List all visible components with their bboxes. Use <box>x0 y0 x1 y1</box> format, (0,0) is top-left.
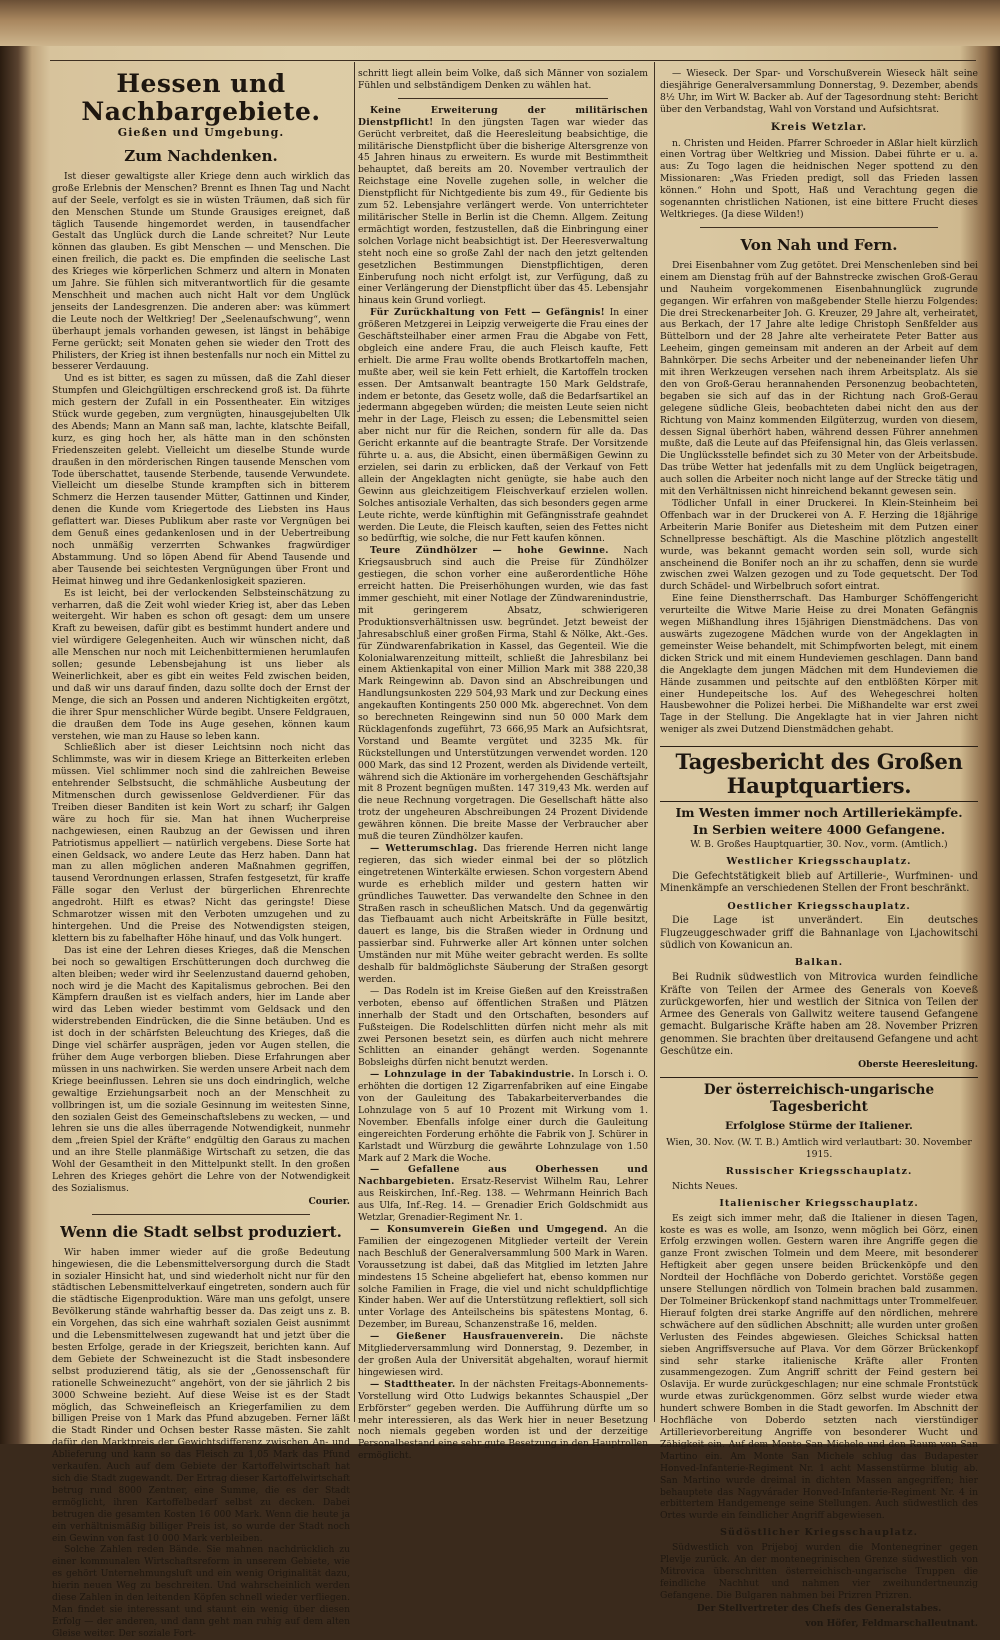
article-paragraph: Es ist leicht, bei der verlockenden Selbsteinschätzung zu verharren, daß die Zeit wohl wieder Krieg ist, aber das Leben weitergeht. Wir haben es schon oft gesagt: dem um unsere Kraft zu beweisen, dafür gibt es bestimmt hundert andere und viel würdigere Gelegenheiten. Auch wir wünschen nicht, daß alle Menschen nur noch mit Leichenbittermienen herumlaufen sollen; gesunde Lebensbejahung ist uns lieber als Weinerlichkeit, aber es gibt ein weites Feld zwischen beiden, und daß wir uns darauf finden, dazu sollte doch der Ernst der Menge, die sich an Possen und anderen Nichtigkeiten ergötzt, die ihrer Spur menschlicher Würde begibt. Unsere Feldgrauen, die draußen dem Tode ins Auge gesehen, können kaum verstehen, wie man zu Hause so leben kann. <box>52 587 350 742</box>
news-item-lead: Keine Erweiterung der militärischen Dienstpflicht! <box>358 104 648 128</box>
news-item <box>358 1379 648 1462</box>
column-rule <box>354 62 355 1422</box>
austrian-report-banner: Der österreichisch-ungarische Tagesbericht <box>660 1077 978 1116</box>
column-rule <box>654 62 655 1422</box>
news-item-lead: — Konsumverein Gießen und Umgegend. <box>370 1224 608 1235</box>
news-item <box>358 1224 648 1331</box>
austrian-report-subhead: Erfolglose Stürme der Italiener. <box>725 1120 913 1133</box>
article-paragraph: Schließlich aber ist dieser Leichtsinn noch nicht das Schlimmste, was wir in diesem Kriege an Bitterkeiten erleben müssen. Viel schlimmer noch sind die zahlreichen Beweise entehrender Selbstsucht, die schmähliche Ausbeutung der Mitmenschen durch gewissenlose Geldverdiener. Für das Treiben dieser Banditen ist kein Wort zu scharf; ihr Galgen wäre zu hoch für sie. Man hat ihnen Wucherpreise nachgewiesen, einen Raubzug an der Gewissen und ihren Patriotismus appelliert — natürlich vergebens. Diese Sorte hat einen Geldsack, wo andere Leute das Herz haben. Dann hat man zu allen möglichen anderen Maßnahmen gegriffen, tausend Verordnungen erlassen, Strafen festgesetzt, für kraffe Fälle sogar den Verlust der bürgerlichen Ehrenrechte angedroht. Hilft es etwas? Nicht das geringste! Diese Schmarotzer wissen mit den Verboten umzugehen und zu hintergehen. Und die Preise des Notwendigsten steigen, klettern bis zu fabelhafter Höhe hinauf, und das Volk hungert. <box>52 742 350 944</box>
divider <box>92 1214 310 1215</box>
news-item-body: Ersatz-Reservist Wilhelm Rau, Lehrer aus Reiskirchen, Inf.-Reg. 138. — Wehrmann Heinrich Bach aus Ulfa, Inf.-Reg. 14. — Grenadier Erich Goldschmidt aus Wetzlar, Grenadier-Regiment Nr. 1. <box>358 1176 648 1224</box>
news-item-body: Nach Kriegsausbruch sind auch die Preise für Zündhölzer gestiegen, die schon vorher eine außerordentliche Höhe erreicht hatten. Die Preiserhöhungen wurden, wie das fast immer geschieht, mit einer Notlage der Zündwarenindustrie, mit geringerem Absatz, schwierigeren Produktionsverhältnissen usw. begründet. Jetzt beweist der Jahresabschluß einer großen Firma, Stahl & Nölke, Akt.-Ges. für Zündwarenfabrikation in Kassel, das Gegenteil. Wie die Kolonialwarenzeitung mitteilt, schließt die Jahresbilanz bei einem Aktienkapital von einer Million Mark mit 388 220,38 Mark Reingewinn ab. Davon sind an Abschreibungen und Handlungsunkosten 229 504,93 Mark und zur Deckung eines angekauften Kontingents 250 000 Mk. abgerechnet. Von dem so berechneten Reingewinn sind nun 50 000 Mark dem Rücklagenfonds zugeführt, 73 666,95 Mark an Aufsichtsrat, Vorstand und Beamte vergütet und 3235 Mk. für Rückstellungen und Unterstützungen verwendet worden. 120 000 Mark, das sind 12 Prozent, werden als Dividende verteilt, während sich die Aktionäre im vorhergehenden Geschäftsjahr mit 8 Prozent begnügen mußten. 147 319,43 Mk. werden auf die neue Rechnung vorgetragen. Die Gesellschaft hätte also trotz der ungeheuren Abschreibungen 24 Prozent Dividende gewähren können. Die breite Masse der Verbraucher aber muß die teuren Zündhölzer kaufen. <box>358 545 649 843</box>
theater-report: Die Gefechtstätigkeit blieb auf Artillerie-, Wurfminen- und Minenkämpfe an verschiedenen Stellen der Front beschränkt. <box>660 870 978 895</box>
theater-heading: Oestlicher Kriegsschauplatz. <box>727 900 911 912</box>
theater-heading: Balkan. <box>794 957 844 969</box>
news-item-body: An die Familien der eingezogenen Mitglieder verteilt der Verein nach Beschluß der Generalversammlung 500 Mark in Waren. Voraussetzung ist dabei, daß das Mitglied im letzten Jahre mindestens 15 Scheine abgeliefert hat, ebenso kommen nur solche Familien in Frage, die viel und nicht schuldpflichtige Kinder haben. Wer auf die Unterstützung reflektiert, soll sich unter Vorlage des Anteilscheins bis spätestens Montag, 6. Dezember, im Bureau, Schanzenstraße 16, melden. <box>358 1224 649 1331</box>
theater-report: Südwestlich von Prijeboj wurden die Montenegriner gegen Plevlje zurück. An der montenegrinischen Grenze südwestlich von Mitrovica überschritten österreichisch-ungarische Truppen die feindliche Nachhut und nahmen vier zweihundertneunzig Gefangene. Die Bulgaren nahmen bei Prizren Prizren. <box>660 1542 978 1601</box>
divider <box>398 98 608 99</box>
news-item: Eine feine Dienstherrschaft. Das Hamburger Schöffengericht verurteilte die Witwe Marie Heise zu drei Monaten Gefängnis wegen Mißhandlung ihres 15jährigen Dienstmädchens. Das von auswärts zugezogene Mädchen wurde von der Angeklagten in gemeinster Weise behandelt, mit Schimpfworten belegt, mit einem dicken Strick und mit einem Hundeviemen geschlagen. Dann band die Angeklagte dem jungen Mädchen mit dem Hundeviemen die Hände zusammen und peitschte auf den entblößten Körper mit einer Hundepeitsche los. Auf des Wehegeschrei holten Hausbewohner die Polizei herbei. Die Mißhandelte war erst zwei Tage in der Stellung. Die Angeklagte hat in vier Jahren nicht weniger als zwei Dutzend Dienstmädchen gehabt. <box>660 593 978 736</box>
article-paragraph: Ist dieser gewaltigste aller Kriege denn auch wirklich das große Erlebnis der Menschen? Brennt es Ihnen Tag und Nacht auf der Seele, verfolgt es sie in wüsten Träumen, daß sich für den Menschen Stunde um Stunde Grausiges ereignet, daß täglich Tausende hingemordet werden, in tausendfacher Gestalt das Unglück durch die Lande schreitet? Nur Leute können das glauben. Es gibt Menschen — und Menschen. Die einen freilich, die packt es. Die empfinden die seelische Last des Krieges wie körperlichen Schmerz und altern in Monaten um Jahre. Sie fühlen sich mitverantwortlich für die gesamte Menschheit und machen auch nicht Halt vor dem Unglück jenseits der Landesgrenzen. Die anderen aber: was kümmert die Leute noch der Weltkrieg! Der „Seelenaufschwung“, wenn überhaupt jemals vorhanden gewesen, ist längst in behäbige Ferne gerückt; seit Monaten gehen sie wieder den Trott des Philisters, der Krieg ist ihnen bestenfalls nur noch ein Mittel zu besserer Verdauung. <box>52 170 350 373</box>
column-3 <box>660 68 978 1629</box>
news-item-body: In einer größeren Metzgerei in Leipzig verweigerte die Frau eines der Geschäftsteilhaber einer armen Frau die Abgabe von Fett, obgleich eine andere Frau, die auch Fleisch kaufte, Fett erhielt. Die arme Frau wollte obends Brotkartoffeln machen, mußte aber, weil sie kein Fett erhielt, die Kartoffeln trocken essen. Der Amtsanwalt beantragte 150 Mark Geldstrafe, indem er betonte, das Gesetz wolle, daß die Bedarfsartikel an jedermann abgegeben würden; die meisten Leute seien nicht mehr in der Lage, Fleisch zu essen; die Lebensmittel seien aber nicht nur für die Reichen, sondern für alle da. Das Gericht erkannte auf die beantragte Strafe. Der Vorsitzende führte u. a. aus, die Absicht, einen übermäßigen Gewinn zu erzielen, sei darin zu erblicken, daß der Verkauf von Fett allein der Angeklagten nicht genügte, sie habe auch den Gewinn aus gleichzeitigem Fleischverkauf erzielen wollen. Solches antisoziale Verhalten, das sich besonders gegen arme Leute richte, werde künftighin mit Gefängnisstrafe geahndet werden. Die Leute, die Fleisch kauften, seien des Fettes nicht so bedürftig, wie solche, die nur Fett kaufen können. <box>358 307 648 545</box>
news-item <box>358 307 648 545</box>
section-headline: Hessen und Nachbargebiete. <box>81 69 321 126</box>
theater-heading: Russischer Kriegsschauplatz. <box>725 1165 913 1177</box>
header-rule <box>50 60 976 61</box>
news-item-lead: — Stadttheater. <box>370 1378 456 1390</box>
article-title: Wenn die Stadt selbst produziert. <box>60 1222 342 1241</box>
news-item: — Das Rodeln ist im Kreise Gießen auf den Kreisstraßen verboten, ebenso auf öffentlichen Straßen und Plätzen innerhalb der Stadt und den Ortschaften, besonders auf Fußsteigen. Die Rodelschlitten dürfen nicht mehr als mit zwei Personen besetzt sein, es dürfen auch nicht mehrere Schlitten an einander gehängt werden. Sogenannte Bobsleighs dürfen nicht benutzt werden. <box>358 985 648 1069</box>
news-item-body: Das frierende Herren nicht lange regieren, das sich wieder einmal bei der so plötzlich eingetretenen Winterkälte erwiesen. Schon vorgestern Abend wurde es erheblich milder und gestern hatten wir gründliches Tauwetter. Das verwandelte den Schnee in den Straßen rasch in scheußlichen Matsch. Und da gegenwärtig das Tiefbauamt auch nicht Arbeitskräfte in Fülle besitzt, dauert es lange, bis die Straßen wieder in Ordnung und passierbar sind. Fuhrwerke aller Art können unter solchen Umständen nur mit Mühe weiter gebracht werden. Es sollte deshalb für baldmöglichste Säuberung der Straßen gesorgt werden. <box>358 843 648 985</box>
theater-report: Es zeigt sich immer mehr, daß die Italiener in diesen Tagen, koste es was es wolle, am Isonzo, wenn möglich bei Görz, einen Erfolg erzwingen wollen. Gestern waren ihre Angriffe gegen die ganze Front zwischen Tolmein und dem Meere, mit besonderer Heftigkeit aber gegen unsere beiden Brückenköpfe und den Nordteil der Hochfläche von Doberdo gerichtet. Vorstöße gegen unsere Stellungen nördlich von Tolmein brachen bald zusammen. Der Tolmeiner Brückenkopf stand nachmittags unter Trommelfeuer. Hierauf folgten drei starke Angriffe auf den nördlichen, mehrere schwächere auf den südlichen Abschnitt; alle wurden unter großen Verlusten des Feindes abgewiesen. Gleiches Schicksal hatten sieben Angriffsversuche auf Plava. Vor dem Görzer Brückenkopf sind sehr starke italienische Kräfte aller Fronten zusammengezogen. Zum Angriff schritt der Feind gestern bei Oslavija. Er wurde zurückgeschlagen; nur eine schmale Frontstück wurde etwas zurückgenommen. Görz selbst wurde wieder etwa hundert schwere Bomben in die Stadt geworfen. Im Abschnitt der Hochfläche von Doberdo setzten nach vierstündiger Artillerievorbereitung Angriffe von besonderer Wucht und Zähigkeit ein. Auf dem Monte San Michele und den Raum von San Martino ein. Am Monte San Michele schlug das Budapester Honved-Infanterie-Regiment Nr. 1 acht Massenstürme blutig ab. San Martino wurde dreimal in dichten Massen angegriffen; hier behauptete das Nagyvárader Honved-Infanterie-Regiment Nr. 4 in erbittertem Handgemenge seine Stellungen. Auch südwestlich des Ortes wurde ein feindlicher Angriff abgewiesen. <box>660 1212 978 1522</box>
article-paragraph: Wir haben immer wieder auf die große Bedeutung hingewiesen, die die Lebensmittelversorgung durch die Stadt in sozialer Hinsicht hat, und sind wiederholt nicht nur für den städtischen Lebensmittelverkauf eingetreten, sondern auch für die städtische Eigenproduktion. Wäre man uns gefolgt, unsere Bevölkerung stände wahrhaftig besser da. Das zeigt uns z. B. ein Vorgehen, das sich eine wahrhaft sozialen Geist ausnimmt und die Lebensmittelwesen zugewandt hat und jetzt über die besten Erfolge, gerade in der Kriegszeit, berichten kann. Auf dem Gebiete der Schweinezucht ist die Stadt insbesondere selbst produzierend tätig, als sie der „Genossenschaft für rationelle Schweinezucht“ angehört, von der sie jährlich 2 bis 3000 Schweine bezieht. Auf diese Weise ist es der Stadt möglich, das Schweinefleisch an Kriegerfamilien zu dem billigen Preise von 1 Mark das Pfund abzugeben. Ferner läßt die Stadt Rinder und Ochsen bester Rasse mästen. Sie zahlt dafür den Marktpreis der Gewichtsdifferenz zwischen An- und Ablieferung und kann so das Fleisch zu 1,05 Mark das Pfund verkaufen. Auch auf dem Gebiete der Kartoffelwirtschaft hat sich die Stadt zugewandt. Der Ertrag dieser Kartoffelwirtschaft betrug rund 8000 Zentner, eine Summe, die es der Stadt ermöglicht, ihren Kartoffelbedarf selbst zu decken. Dabei betrugen die gesamten Kosten 16 000 Mark. Wenn die heute ja ein verhältnismäßig billiger Preis ist, so wurde der Stadt noch ein Gewinn von fast 10 000 Mark verbleiben. <box>52 1246 350 1544</box>
column-1 <box>52 68 350 1639</box>
article-paragraph: Und es ist bitter, es sagen zu müssen, daß die Zahl dieser Stumpfen und Gleichgültigen erschreckend groß ist. Da führte mich gestern der Zufall in ein Possentheater. Ein witziges Stück wurde gegeben, zum vergnügten, hinausgejubelten Ulk des Abends; Mann an Mann saß man, lachte, klatschte Beifall, kurz, es ging hoch her, als hätte man in den schönsten Friedenszeiten gelebt. Vielleicht um dieselbe Stunde wurde draußen in den mörderischen Ringen tausende Menschen vom Tode überschattet, tausende Sterbende, tausende Verwundete. Vielleicht um dieselbe Stunde krampften sich in bitterem Schmerz die Herzen tausender Mütter, Gattinnen und Kinder, denen die Kunde vom Kriegertode des Liebsten ins Haus geflattert war. Dieses Publikum aber raste vor Vergnügen bei dem Genuß eines gedankenlosen und in der Uebertreibung noch unmäßig verzerrten Schwankes fragwürdiger Abstammung. Und so löpen Abend für Abend Tausende und aber Tausende bei seichtesten Vergnügungen über Front und Heimat hinweg und ihre Gedankenlosigkeit spazieren. <box>52 373 350 587</box>
news-item <box>358 843 648 986</box>
news-item-body: In den jüngsten Tagen war wieder das Gerücht verbreitet, daß die Heeresleitung beabsichtige, die militärische Dienstpflicht über die bisherige Altersgrenze von 45 Jahren hinaus zu erweitern. Es wurde mit Bestimmtheit behauptet, daß bereits am 20. November vertraulich der Reichstage eine Novelle zugehen solle, in welcher die Dienstpflicht für Nichtgediente bis zum 49., für Gediente bis zum 52. Lebensjahre verlängert werde. Von unterrichteter militärischer Stelle in Berlin ist die Chemn. Allgem. Zeitung ermächtigt worden, festzustellen, daß die Einbringung einer solchen Vorlage nicht beabsichtigt ist. Der Heeresverwaltung steht noch eine so große Zahl der nach den jetzt geltenden gesetzlichen Bestimmungen Dienstpflichtigen, deren Einberufung noch nicht erfolgt ist, zur Verfügung, daß zu einer Verlängerung der Dienstpflicht über das 45. Lebensjahr hinaus kein Grund vorliegt. <box>358 116 649 307</box>
news-item-lead: — Gefallene aus Oberhessen und Nachbargebieten. <box>358 1164 648 1188</box>
news-item-body: Die nächste Mitgliederversammlung wird Donnerstag, 9. Dezember, in der großen Aula der Universität abgehalten, worauf hiermit hingewiesen wird. <box>358 1331 648 1378</box>
war-report-subhead: In Serbien weitere 4000 Gefangene. <box>692 822 946 838</box>
report-signature: von Höfer, Feldmarschalleutnant. <box>805 1617 978 1629</box>
news-item: — Wieseck. Der Spar- und Vorschußverein Wieseck hält seine diesjährige Generalversammlung Donnerstag, 9. Dezember, abends 8½ Uhr, im Wirt W. Backer ab. Auf der Tagesordnung steht: Bericht über den Verbandstag, Wahl von Vorstand und Aufsichtsrat. <box>660 68 978 115</box>
article-paragraph: Solche Zahlen reden Bände. Sie mahnen nachdrücklich zu einer kommunalen Wirtschaftsreform in unserem Gebiete, wie es gehört Unternehmungsluft und ein wenig Originalität dazu, hierin neuen Weg zu beschreiten. Und wahrscheinlich werden diese Zahlen in den leitenden Köpfen schnell wieder verfliegen. Man findet sie interessant und staunt ein wenig über diesen Erfolg — der anderen, und dann geht man ruhig auf dem alten Gleise weiter. Der soziale Fort- <box>52 1544 350 1639</box>
section-title: Von Nah und Fern. <box>740 235 898 254</box>
austrian-report-dateline: Wien, 30. Nov. (W. T. B.) Amtlich wird verlautbart: 30. November 1915. <box>666 1137 972 1161</box>
news-item: n. Christen und Heiden. Pfarrer Schroeder in Aßlar hielt kürzlich einen Vortrag über Weltkrieg und Mission. Dabei führte er u. a. aus: Zu Togo lagen die heidnischen Neger spottend zu den Missionaren: „Was Frieden predigt, soll das Frieden lassen können.“ Hohn und Spott, Haß und Verachtung gegen die sogenannten christlichen Nationen, ist eine bittere Frucht dieses Weltkrieges. (Ja diese Wilden!) <box>660 137 978 220</box>
news-item: Tödlicher Unfall in einer Druckerei. In Klein-Steinheim bei Offenbach war in der Druckerei von A. F. Herzing die 18jährige Arbeiterin Marie Bonifer aus Dietesheim mit dem Putzen einer Schnellpresse beschäftigt. Als die Maschine plötzlich angestellt wurde, was bekannt gemacht worden sein soll, wurde sich anscheinend die Bonifer noch an ihr zu schaffen, denn sie wurde zwischen zwei Walzen gezogen und zu Tode gequetscht. Der Tod durch Schädel- und Wirbelbruch sofort eintrat. <box>660 498 978 593</box>
article-signature: Courier. <box>308 1195 350 1207</box>
report-signature: Oberste Heeresleitung. <box>858 1059 978 1071</box>
war-report-subhead: Im Westen immer noch Artilleriekämpfe. <box>675 805 963 821</box>
war-report-dateline: W. B. Großes Hauptquartier, 30. Nov., vorm. (Amtlich.) <box>690 839 948 851</box>
news-item-lead: — Lohnzulage in der Tabakindustrie. <box>370 1069 575 1081</box>
news-item-lead: — Gießener Hausfrauenverein. <box>370 1331 564 1343</box>
news-item <box>358 1164 648 1224</box>
news-item <box>358 1069 648 1164</box>
news-item <box>358 545 648 843</box>
article-title: Zum Nachdenken. <box>124 146 278 165</box>
theater-heading: Südöstlicher Kriegsschauplatz. <box>720 1527 918 1539</box>
theater-report: Nichts Neues. <box>672 1180 738 1192</box>
article-continuation: schritt liegt allein beim Volke, daß sich Männer von sozialem Fühlen und selbständigem Denken zu wählen hat. <box>358 68 648 91</box>
theater-report: Bei Rudnik südwestlich von Mitrovica wurden feindliche Kräfte von Teilen der Armee des Generals von Koeveß zurückgeworfen, hier und westlich der Sitnica von Teilen der Armee des Generals von Gallwitz weitere tausend Gefangene gemacht. Bulgarische Kräfte haben am 28. November Prizren genommen. Sie brachten über dreitausend Gefangene und acht Geschütze ein. <box>660 972 978 1058</box>
news-item: Drei Eisenbahner vom Zug getötet. Drei Menschenleben sind bei einem am Dienstag früh auf der Bahnstrecke zwischen Groß-Gerau und Nauheim vorgekommenen Eisenbahnunglück zugrunde gegangen. Wir erfahren von maßgebender Stelle hierzu Folgendes: Die drei Streckenarbeiter Joh. G. Kreuzer, 29 Jahre alt, verheiratet, aus Berkach, der 17 Jahre alte ledige Christoph Senßfelder aus Büttelborn und der 28 Jahre alte verheiratete Peter Batter aus Leeheim, gingen gemeinsam mit anderen an der Arbeit auf dem Bahnkörper. Die sechs Arbeiter und der nebeneinander liefen Uhr mit ihren Werkzeugen versehen nach ihrem Arbeitsplatz. Als sie den von Groß-Gerau herannahenden Personenzug beobachteten, begaben sie sich auf das in der Richtung nach Groß-Gerau gelegene südliche Gleis, beobachteten dabei nicht den aus der Richtung von Mainz kommenden Eilgüterzug, wurden von diesem, dessen Signal überhört haben, während dessen Führer annehmen mußte, daß die Leute auf das Pfeifensignal hin, das Gleis verlassen. Die Unglücksstelle befindet sich zu 30 Meter von der Arbeitsbude. Das trübe Wetter hat jedenfalls mit zu dem Unglück beigetragen, auch sollen die Arbeiter noch nicht lange auf der Strecke tätig und mit den Verhältnissen nicht hinreichend bekannt gewesen sein. <box>660 259 978 498</box>
column-2 <box>358 68 649 1462</box>
district-heading: Kreis Wetzlar. <box>770 120 868 133</box>
news-item-lead: — Wetterumschlag. <box>370 843 478 854</box>
report-signature: Der Stellvertreter des Chefs des Generalstabes. <box>696 1602 942 1614</box>
news-item <box>358 1331 648 1379</box>
page-top-edge <box>0 0 1000 46</box>
divider <box>700 227 938 228</box>
theater-heading: Westlicher Kriegsschauplatz. <box>726 856 912 868</box>
section-subhead: Gießen und Umgebung. <box>117 126 285 139</box>
news-item-lead: Für Zurückhaltung von Fett — Gefängnis! <box>370 307 606 319</box>
news-item-lead: Teure Zündhölzer — hohe Gewinne. <box>370 545 609 557</box>
news-item-body: In Lorsch i. O. erhöhten die dortigen 12 Zigarrenfabriken auf eine Eingabe von der Gauleitung des Tabakarbeiterverbandes die Lohnzulage von 5 auf 10 Prozent mit Wirkung vom 1. November. Ebenfalls infolge einer durch die Gauleitung eingereichten Forderung erhöhte die Fabrik von J. Schürer in Karlstadt und Würzburg die gewährte Lohnzulage von 1.50 Mark auf 2 Mark die Woche. <box>358 1069 648 1164</box>
news-item-body: In der nächsten Freitags-Abonnements-Vorstellung wird Otto Ludwigs bekanntes Schauspiel „Der Erbförster“ gegeben werden. Die Aufführung dürfte um so mehr interessieren, als das Werk hier in neuer Besetzung noch niemals gegeben worden ist und der derzeitige Personalbestand eine sehr gute Besetzung in den Hauptrollen ermöglicht. <box>358 1378 648 1462</box>
theater-report: Die Lage ist unverändert. Ein deutsches Flugzeuggeschwader griff die Bahnanlage von Ljachowitschi südlich von Kowanicun an. <box>660 915 978 952</box>
article-paragraph: Das ist eine der Lehren dieses Krieges, daß die Menschen bei noch so gewaltigen Erschütterungen doch durchweg die alten bleiben; weder wird ihr Seelenzustand dauernd gehoben, noch wird je die Macht des Kapitalismus gebrochen. Bei den Kämpfern draußen ist es vielfach anders, hier im Lande aber wird das Leben wieder bestimmt vom Geldsack und den widerstrebenden Eindrücken, die die Sinne betäuben. Und es ist doch in der schärfsten Beleuchtung des Krieges, daß die Dinge viel schärfer ausprägen, jeden vor Augen stellen, die früher dem Auge verborgen blieben. Diese Erfahrungen aber müssen in uns nachwirken. Sie werden unsere Arbeit nach dem Kriege beeinflussen. Lehren sie uns doch eindringlich, welche gewaltige Erziehungsarbeit noch an der Menschheit zu vollbringen ist, um die soziale Gesinnung im weitesten Sinne, den sozialen Geist des Gemeinschaftslebens zu wecken, — und lehren sie uns die alles überragende Notwendigkeit, nunmehr dem „freien Spiel der Kräfte“ endgültig den Garaus zu machen und an ihre Stelle planmäßige Wirtschaft zu setzen, die das Wohl der Gesamtheit in den Mittelpunkt stellt. In den großen Lehren des Krieges gehört die Lehre von der Notwendigkeit des Sozialismus. <box>52 944 350 1194</box>
war-report-banner: Tagesbericht des Großen Hauptquartiers. <box>660 746 978 802</box>
theater-heading: Italienischer Kriegsschauplatz. <box>719 1197 919 1209</box>
news-item <box>358 105 648 307</box>
newspaper-sheet <box>46 50 980 1639</box>
